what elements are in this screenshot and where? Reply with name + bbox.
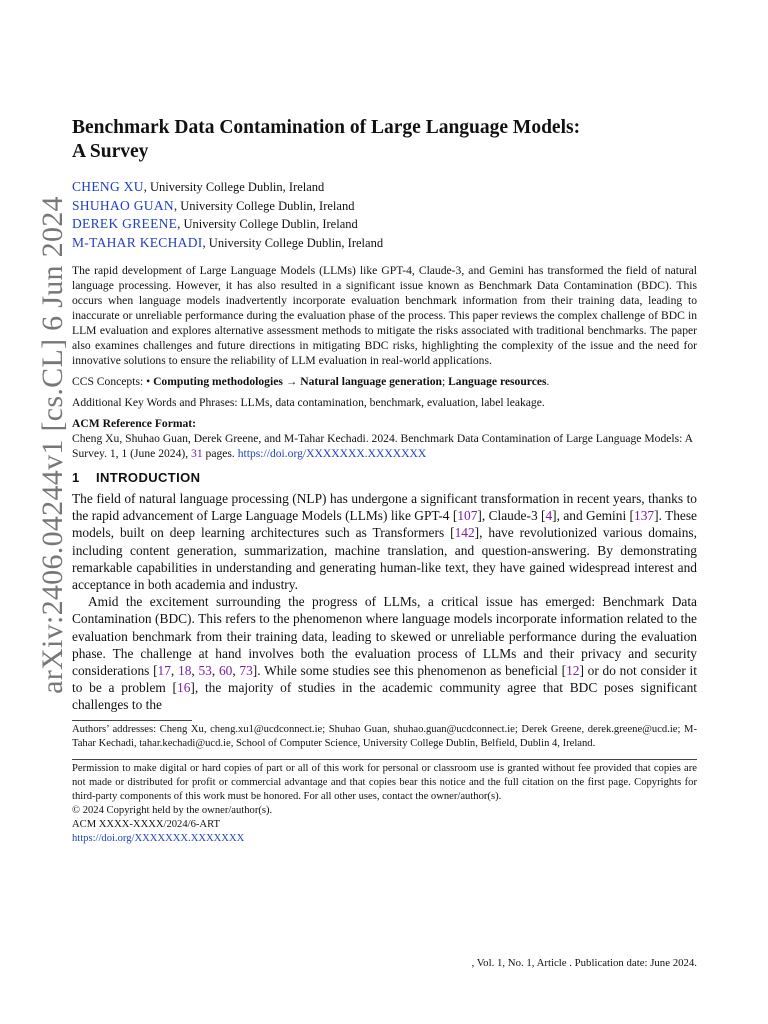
authors-addresses: Authors’ addresses: Cheng Xu, cheng.xu1@ucdconnect.ie; Shuhao Guan, shuhao.guan@ucdconnect.ie; Derek Greene, derek.greene@ucd.ie; M-Tahar Kechadi, tahar.kechadi@ucd.ie, School of Computer Science, University College Dublin, Belfield, Dublin 4, Ireland. [72, 723, 697, 749]
introduction-body [72, 490, 697, 714]
paragraph [72, 490, 697, 593]
copyright-line: © 2024 Copyright held by the owner/author(s). [72, 804, 273, 816]
reference-text: pages. [202, 447, 238, 460]
ccs-label: CCS Concepts: [72, 375, 147, 388]
text: ] or do not consider it to be a problem [ [72, 663, 697, 696]
author-row [72, 197, 697, 216]
reference-text: Cheng Xu, Shuhao Guan, Derek Greene, and M-Tahar Kechadi. 2024. Benchmark Data Contamination of Large Language Models: A Survey. 1, 1 (June 2024), [72, 432, 693, 460]
page-footer: , Vol. 1, No. 1, Article . Publication date: June 2024. [471, 957, 697, 969]
author-name[interactable]: M-TAHAR KECHADI [72, 234, 203, 250]
author-name[interactable]: SHUHAO GUAN [72, 197, 174, 213]
citation-link[interactable]: 137 [634, 508, 655, 524]
reference-label: ACM Reference Format: [72, 417, 197, 430]
ccs-concept: Natural language generation [300, 375, 442, 388]
citation-link[interactable]: 16 [177, 680, 191, 696]
paragraph [72, 593, 697, 713]
doi-link[interactable]: https://doi.org/XXXXXXX.XXXXXXX [237, 447, 427, 460]
citation-link[interactable]: 4 [545, 508, 553, 524]
citation-link[interactable]: 17 [157, 663, 171, 679]
arxiv-stamp-text: arXiv:2406.04244v1 [cs.CL] 6 Jun 2024 [36, 196, 70, 694]
text: ], have revolutionized various domains, including content generation, summarization, machine translation, and question-answering. By demonstrating remarkable capabilities in understanding and generating human-like text, they have gained widespread interest and acceptance in both academia and industry. [72, 525, 697, 593]
ccs-concepts [72, 374, 697, 389]
paper-page [72, 116, 697, 846]
text: ]. These models, built on deep learning architectures such as Transformers [ [72, 508, 698, 541]
author-row [72, 178, 697, 197]
permission-divider [72, 759, 697, 760]
text: , [211, 663, 219, 679]
acm-reference [72, 416, 697, 461]
citation-link[interactable]: 12 [566, 663, 580, 679]
citation-link[interactable]: 53 [198, 663, 212, 679]
section-heading [72, 470, 697, 485]
text: ], and Gemini [ [552, 508, 635, 524]
section-title: INTRODUCTION [96, 470, 201, 485]
author-affiliation: , University College Dublin, Ireland [177, 217, 358, 231]
text: ]. While some studies see this phenomenon as beneficial [ [252, 663, 567, 679]
footer-doi-link[interactable]: https://doi.org/XXXXXXX.XXXXXXX [72, 832, 245, 844]
ccs-arrow: → [282, 375, 301, 388]
section-number: 1 [72, 470, 80, 485]
citation-link[interactable]: 142 [454, 525, 475, 541]
author-row [72, 234, 697, 253]
citation-link[interactable]: 107 [457, 508, 478, 524]
acm-id: ACM XXXX-XXXX/2024/6-ART [72, 818, 220, 830]
footnote-divider [72, 720, 192, 721]
ccs-concept: Language resources [448, 375, 547, 388]
arxiv-stamp [30, 196, 76, 694]
abstract: The rapid development of Large Language Models (LLMs) like GPT-4, Claude-3, and Gemini has transformed the field of natural language processing. However, it has also resulted in a significant issue known as Benchmark Data Contamination (BDC). This occurs when language models inadvertently incorporate evaluation benchmark information from their training data, leading to inaccurate or unreliable performance during the evaluation phase of the process. This paper reviews the complex challenge of BDC in LLM evaluation and explores alternative assessment methods to mitigate the risks associated with traditional benchmarks. The paper also examines challenges and future directions in mitigating BDC risks, highlighting the complexity of the issue and the need for innovative solutions to ensure the reliability of LLM evaluation in real-world applications. [72, 264, 697, 367]
citation-link[interactable]: 18 [178, 663, 192, 679]
title-line-2: A Survey [72, 141, 149, 162]
page-count-link[interactable]: 31 [191, 447, 203, 460]
ccs-end: . [546, 375, 550, 388]
text: ], the majority of studies in the academic community agree that BDC poses significant challenges to the [72, 680, 697, 713]
ccs-bullet: • [146, 375, 154, 388]
text: The field of natural language processing (NLP) has undergone a significant transformation in recent years, thanks to the rapid advancement of Large Language Models (LLMs) like GPT-4 [ [72, 491, 697, 524]
permission-notice: Permission to make digital or hard copies of part or all of this work for personal or classroom use is granted without fee provided that copies are not made or distributed for profit or commercial advantage and that copies bear this notice and the full citation on the first page. Copyrights for third-party components of this work must be honored. For all other uses, contact the owner/author(s). [72, 762, 697, 802]
author-list [72, 178, 697, 252]
author-name[interactable]: CHENG XU [72, 179, 144, 194]
title-line-1: Benchmark Data Contamination of Large Language Models: [72, 117, 581, 138]
author-row [72, 215, 697, 234]
ccs-concept: Computing methodologies [153, 375, 283, 388]
text: Amid the excitement surrounding the progress of LLMs, a critical issue has emerged: Benchmark Data Contamination (BDC). This refers to the phenomenon where language models incorporate information related to the evaluation benchmark from their training data, leading to skewed or unreliable performance during the evaluation phase. The challenge at hand involves both the evaluation process of LLMs and their privacy and security considerations [ [72, 594, 697, 679]
citation-link[interactable]: 60 [218, 663, 233, 679]
keywords: Additional Key Words and Phrases: LLMs, data contamination, benchmark, evaluation, label leakage. [72, 396, 545, 409]
text: , [191, 663, 199, 679]
citation-link[interactable]: 73 [239, 663, 253, 679]
paper-title [72, 116, 697, 164]
text: , [232, 663, 240, 679]
text: ], Claude-3 [ [477, 508, 546, 524]
author-affiliation: , University College Dublin, Ireland [143, 180, 325, 194]
author-affiliation: , University College Dublin, Ireland [173, 198, 355, 213]
author-name[interactable]: DEREK GREENE [72, 216, 178, 231]
text: , [170, 663, 178, 679]
ccs-separator: ; [441, 375, 449, 388]
author-affiliation: , University College Dublin, Ireland [202, 235, 384, 250]
